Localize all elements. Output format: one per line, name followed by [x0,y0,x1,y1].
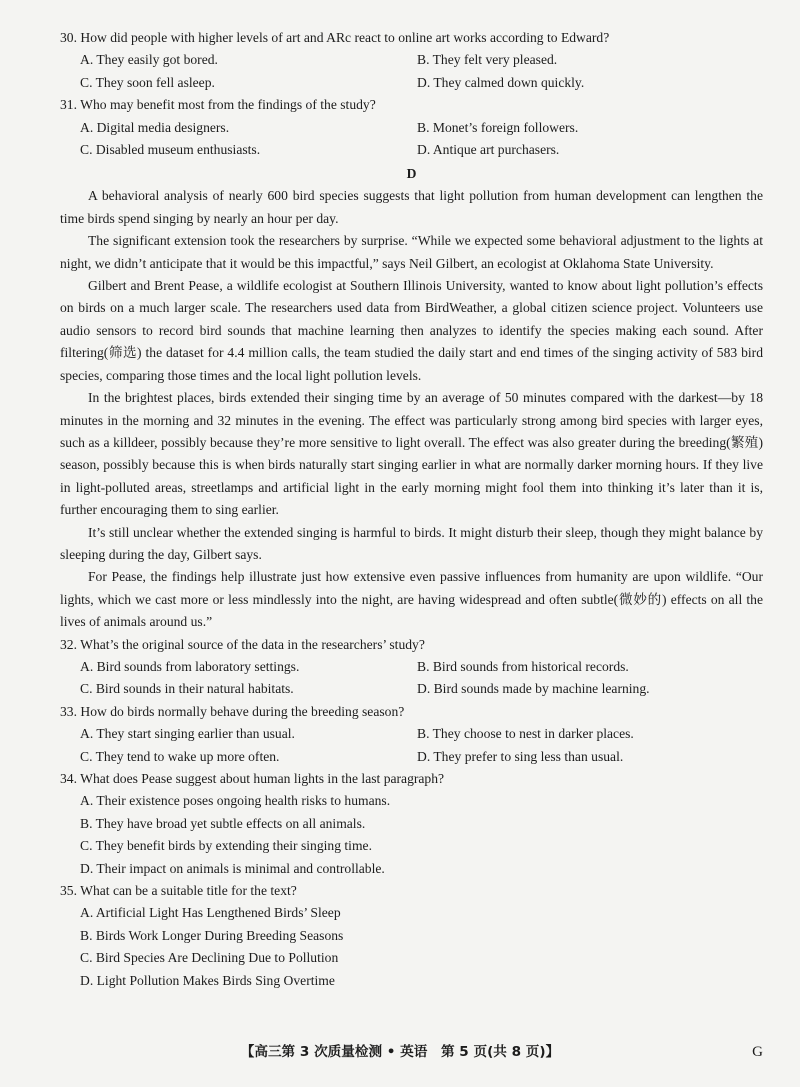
question-stem: 35. What can be a suitable title for the text? [60,883,297,899]
question-30 [60,27,763,94]
option-d: D. Their impact on animals is minimal and controllable. [80,860,385,876]
option-a: A. Bird sounds from laboratory settings. [80,658,300,674]
question-35 [60,880,763,992]
option-b: B. They have broad yet subtle effects on all animals. [80,815,366,831]
options-grid [80,723,763,768]
passage-paragraph: For Pease, the findings help illustrate just how extensive even passive influences from humanity are upon wildlife. “Our lights, which we cast more or less mindlessly into the night, are having widespread and often subtle(微妙的) effects on all the lives of animals around us.” [60,569,763,630]
question-stem: 30. How did people with higher levels of art and ARc react to online art works according to Edward? [60,30,610,45]
option-a: A. They start singing earlier than usual. [80,726,295,742]
option-c: C. Bird sounds in their natural habitats. [80,681,294,697]
passage-paragraph: It’s still unclear whether the extended singing is harmful to birds. It might disturb their sleep, though they might balance by sleeping during the day, Gilbert says. [60,524,763,562]
question-stem: 34. What does Pease suggest about human lights in the last paragraph? [60,771,445,786]
question-31 [60,94,763,161]
question-32 [60,634,763,701]
question-33 [60,701,763,768]
option-b: B. Birds Work Longer During Breeding Seasons [80,927,344,943]
option-c: C. Disabled museum enthusiasts. [80,142,261,158]
question-34 [60,768,763,880]
option-d: D. Light Pollution Makes Birds Sing Overtime [80,972,335,988]
options-list [80,790,763,880]
option-b: B. Monet’s foreign followers. [417,119,579,135]
option-d: D. They calmed down quickly. [417,74,585,90]
passage-paragraph: A behavioral analysis of nearly 600 bird species suggests that light pollution from human development can lengthen the time birds spend singing by nearly an hour per day. [60,188,763,226]
option-b: B. They felt very pleased. [417,52,558,68]
options-grid [80,656,763,701]
options-grid [80,117,763,162]
option-b: B. They choose to nest in darker places. [417,726,634,742]
passage [60,185,763,633]
passage-paragraph: In the brightest places, birds extended their singing time by an average of 50 minutes compared with the darkest—by 18 minutes in the morning and 32 minutes in the evening. The effect was particularly strong among bird species with larger eyes, such as a killdeer, possibly because they’re more sensitive to light overall. The effect was also greater during the breeding(繁殖) season, possibly because this is when birds naturally start singing earlier in what are normally darker morning hours. If they live in light-polluted areas, streetlamps and artificial light in the early morning might fool them into thinking it’s later than it is, further encouraging them to sing earlier. [60,390,763,518]
option-d: D. They prefer to sing less than usual. [417,748,624,764]
option-d: D. Bird sounds made by machine learning. [417,681,650,697]
option-b: B. Bird sounds from historical records. [417,658,629,674]
question-stem: 32. What’s the original source of the data in the researchers’ study? [60,636,425,652]
page-footer: 【高三第 3 次质量检测 • 英语 第 5 页(共 8 页)】 [240,1044,560,1060]
option-c: C. They soon fell asleep. [80,74,215,90]
option-a: A. Their existence poses ongoing health risks to humans. [80,793,391,809]
options-grid [80,49,763,94]
paper-version-mark: G [752,1044,763,1060]
option-a: A. Digital media designers. [80,119,230,135]
question-stem: 33. How do birds normally behave during the breeding season? [60,703,405,719]
passage-paragraph: The significant extension took the researchers by surprise. “While we expected some behavioral adjustment to the lights at night, we didn’t anticipate that it would be this impactful,” says Neil Gilbert, an ecologist at Oklahoma State University. [60,233,763,271]
passage-paragraph: Gilbert and Brent Pease, a wildlife ecologist at Southern Illinois University, wanted to know about light pollution’s effects on birds on a much larger scale. The researchers used data from BirdWeather, a global citizen science project. Volunteers use audio sensors to record bird sounds that machine learning then analyzes to identify the species making each sound. After filtering(筛选) the dataset for 4.4 million calls, the team studied the daily start and end times of the singing activity of 583 bird species, comparing those times and the local light pollution levels. [60,278,763,383]
option-a: A. Artificial Light Has Lengthened Birds’ Sleep [80,905,341,921]
options-list [80,902,763,992]
option-c: C. They benefit birds by extending their singing time. [80,838,372,854]
option-a: A. They easily got bored. [80,52,218,68]
option-c: C. Bird Species Are Declining Due to Pollution [80,950,339,966]
question-stem: 31. Who may benefit most from the findings of the study? [60,97,376,113]
option-d: D. Antique art purchasers. [417,142,560,158]
section-heading: D [406,166,417,182]
page-content [60,27,763,992]
option-c: C. They tend to wake up more often. [80,748,280,764]
